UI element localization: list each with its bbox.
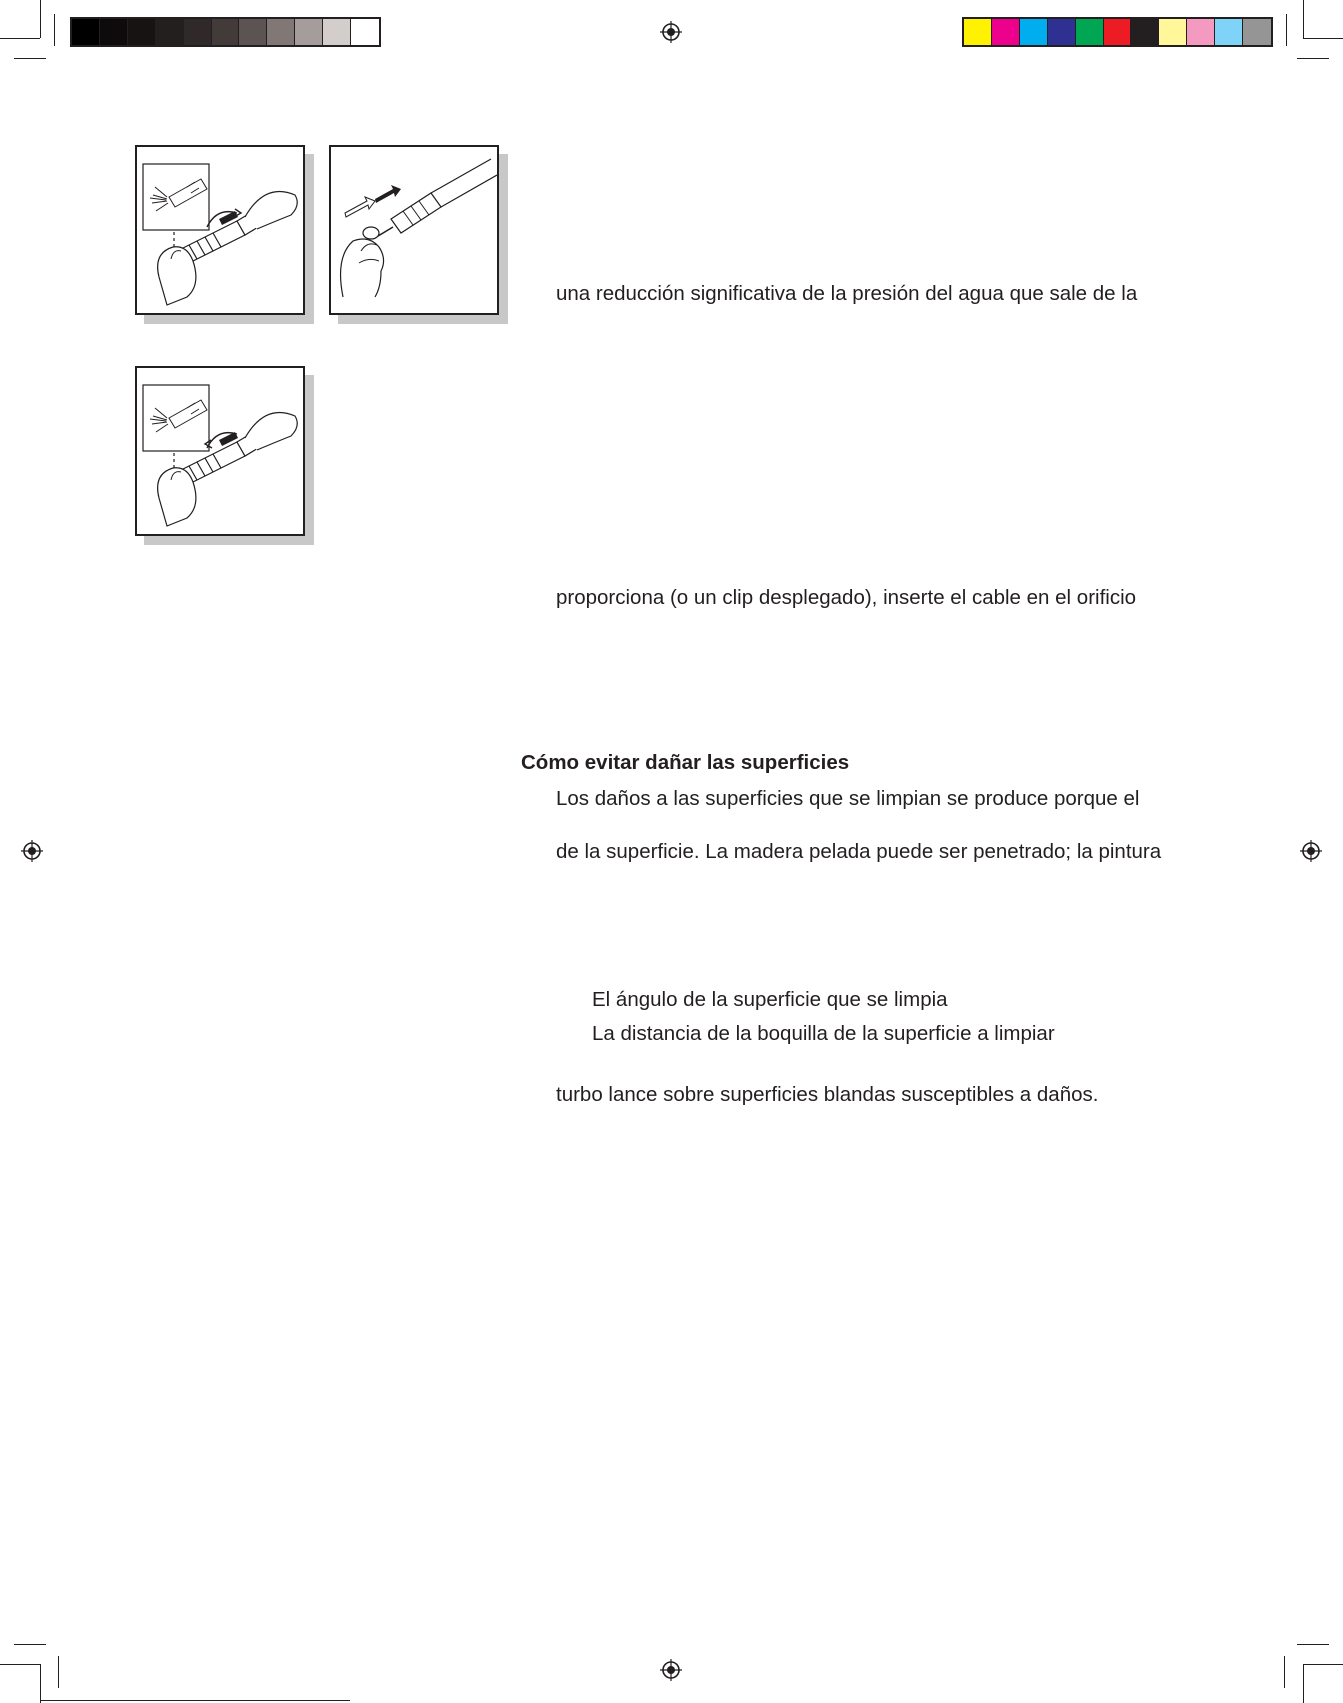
body-text-line: de la superficie. La madera pelada puede ser penetrado; la pintura — [556, 840, 1162, 863]
crop-mark-top-right-v2 — [1286, 14, 1287, 46]
registration-mark-top-icon — [660, 21, 682, 43]
color-swatch-1 — [964, 19, 992, 45]
nozzle-cleaning-figure-3 — [135, 366, 305, 536]
body-text-line: Los daños a las superficies que se limpian se produce porque el — [556, 787, 1140, 810]
crop-mark-top-left-v2 — [54, 14, 55, 46]
nozzle-cleaning-figure-2 — [329, 145, 499, 315]
section-heading: Cómo evitar dañar las superficies — [521, 751, 850, 774]
list-item: El ángulo de la superficie que se limpia — [592, 988, 948, 1011]
gray-swatch-11 — [351, 19, 379, 45]
nozzle-pin-cleaning-illustration-icon — [331, 147, 497, 313]
color-swatch-7 — [1131, 19, 1159, 45]
crop-mark-bottom-right-v2 — [1284, 1656, 1285, 1688]
nozzle-reinstall-illustration-icon — [137, 368, 303, 534]
color-swatch-2 — [992, 19, 1020, 45]
grayscale-color-bar — [70, 17, 381, 47]
gray-swatch-3 — [128, 19, 156, 45]
crop-mark-top-left-h2 — [14, 58, 46, 59]
nozzle-unscrew-illustration-icon — [137, 147, 303, 313]
color-swatch-3 — [1020, 19, 1048, 45]
registration-mark-bottom-icon — [660, 1659, 682, 1681]
gray-swatch-10 — [323, 19, 351, 45]
list-item: La distancia de la boquilla de la superficie a limpiar — [592, 1022, 1055, 1045]
body-text-line: proporciona (o un clip desplegado), inserte el cable en el orificio — [556, 586, 1137, 609]
crop-mark-bottom-left-h2 — [0, 1664, 40, 1665]
crop-mark-top-right-h — [1303, 38, 1343, 39]
color-swatch-6 — [1104, 19, 1132, 45]
color-swatch-10 — [1215, 19, 1243, 45]
bottom-page-line — [40, 1700, 350, 1701]
gray-swatch-2 — [100, 19, 128, 45]
crop-mark-bottom-left-v2 — [58, 1656, 59, 1688]
nozzle-cleaning-figure-1 — [135, 145, 305, 315]
crop-mark-bottom-right-v — [1303, 1664, 1304, 1703]
crop-mark-bottom-right-h — [1297, 1644, 1329, 1645]
registration-mark-left-icon — [21, 840, 43, 862]
gray-swatch-9 — [295, 19, 323, 45]
registration-mark-right-icon — [1300, 840, 1322, 862]
crop-mark-top-right-h2 — [1297, 58, 1329, 59]
crop-mark-top-right-v — [1303, 0, 1304, 38]
gray-swatch-4 — [156, 19, 184, 45]
body-text-line: una reducción significativa de la presión del agua que sale de la — [556, 282, 1138, 305]
color-swatch-8 — [1159, 19, 1187, 45]
crop-mark-top-left-h — [0, 38, 40, 39]
color-swatch-9 — [1187, 19, 1215, 45]
color-swatch-4 — [1048, 19, 1076, 45]
gray-swatch-1 — [72, 19, 100, 45]
crop-mark-bottom-right-h2 — [1303, 1664, 1343, 1665]
color-swatch-11 — [1243, 19, 1271, 45]
gray-swatch-8 — [267, 19, 295, 45]
process-color-bar — [962, 17, 1273, 47]
gray-swatch-7 — [239, 19, 267, 45]
crop-mark-top-left-v — [40, 0, 41, 38]
body-text-line: turbo lance sobre superficies blandas susceptibles a daños. — [556, 1083, 1099, 1106]
crop-mark-bottom-left-v — [40, 1664, 41, 1703]
gray-swatch-5 — [184, 19, 212, 45]
crop-mark-bottom-left-h — [14, 1644, 46, 1645]
color-swatch-5 — [1076, 19, 1104, 45]
gray-swatch-6 — [212, 19, 240, 45]
